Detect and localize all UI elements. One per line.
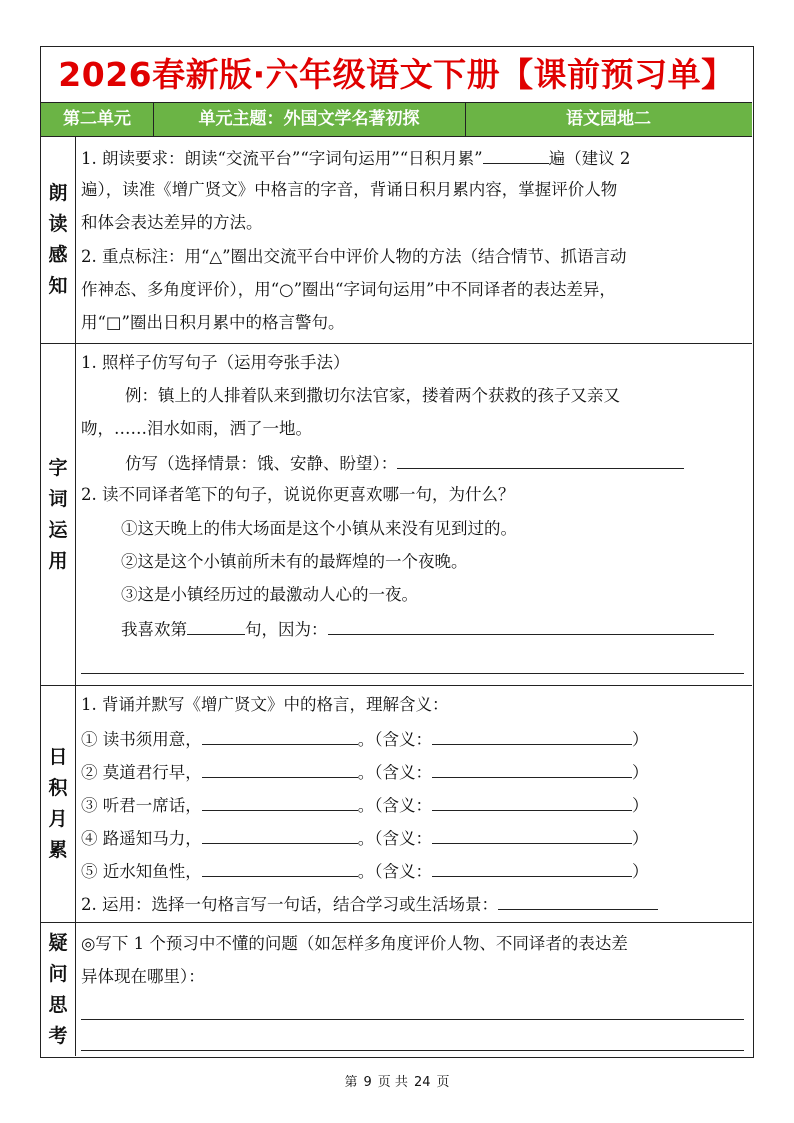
label-char: 运 [48,518,68,541]
proverb-row [81,792,744,816]
label-char: 知 [48,275,68,297]
imitate-prompt: 仿写（选择情景：饿、安静、盼望）： [125,454,398,473]
label-char: 感 [48,244,68,266]
label-char: 用 [48,549,68,572]
proverb-row [81,825,744,849]
proverb-text: 读书须用意， [102,730,202,749]
option-text: ③这是小镇经历过的最激动人心的一夜。 [121,585,418,604]
reading-text: 2. 重点标注：用“△”圈出交流平台中评价人物的方法（结合情节、抓语言动 [81,247,627,266]
proverb-number: ① [81,730,98,749]
section-daily [41,686,752,923]
proverb-number: ③ [81,796,98,815]
label-char: 字 [48,456,68,479]
meaning-blank[interactable] [432,726,632,745]
question-text: 1. 照样子仿写句子（运用夸张手法） [81,353,350,372]
meaning-close: ） [632,730,649,749]
choice-blank[interactable] [187,616,245,635]
meaning-close: ） [632,796,649,815]
footer-text: 页 [436,1075,450,1090]
meaning-close: ） [632,763,649,782]
worksheet [40,46,754,1058]
example-text: 例：镇上的人排着队来到撒切尔法官家，搂着两个获救的孩子又亲又 [125,386,620,405]
section-question [41,923,752,1056]
proverb-number: ④ [81,829,98,848]
section-label [41,137,76,343]
proverb-blank[interactable] [202,726,358,745]
label-char: 月 [48,808,68,830]
imitate-answer-blank[interactable] [397,450,684,469]
meaning-blank[interactable] [432,759,632,778]
meaning-close: ） [632,862,649,881]
question-text: 1. 背诵并默写《增广贤文》中的格言，理解含义： [81,695,449,714]
meaning-label: 。（含义： [357,730,432,749]
meaning-label: 。（含义： [357,796,432,815]
question-text: 2. 读不同译者笔下的句子，说说你更喜欢哪一句，为什么？ [81,485,515,504]
page-footer [0,1071,794,1090]
question-text: ◎写下 1 个预习中不懂的问题（如怎样多角度评价人物、不同译者的表达差 [81,934,628,953]
usage-blank[interactable] [498,891,658,910]
label-char: 积 [48,777,68,799]
reading-text: 用“□”圈出日积月累中的格言警句。 [81,313,345,332]
answer-line[interactable] [81,673,744,674]
prefer-text: 我喜欢第 [121,620,187,639]
reading-text: 遍（建议 2 [548,149,631,168]
lesson-title: 语文园地二 [566,109,651,129]
unit-label: 第二单元 [41,103,154,136]
reading-text: 1. 朗读要求：朗读“交流平台”“字词句运用”“日积月累” [81,149,483,168]
question-text: 异体现在哪里）： [81,967,205,986]
reading-text: 和体会表达差异的方法。 [81,213,263,232]
proverb-text: 莫道君行早， [102,763,202,782]
section-reading [41,137,752,344]
meaning-close: ） [632,829,649,848]
page-number: 9 [363,1075,372,1090]
label-char: 问 [48,962,68,985]
count-blank[interactable] [483,145,549,164]
proverb-text: 近水知鱼性， [102,862,202,881]
meaning-blank[interactable] [432,825,632,844]
label-char: 词 [48,487,68,510]
unit-theme: 单元主题：外国文学名著初探 [153,103,466,136]
label-char: 累 [48,839,68,861]
meaning-label: 。（含义： [357,862,432,881]
section-label [41,344,76,685]
label-char: 日 [48,746,68,768]
question-text: 2. 运用：选择一句格言写一句话，结合学习或生活场景： [81,895,498,914]
proverb-blank[interactable] [202,858,358,877]
prefer-text: 句，因为： [245,620,328,639]
meaning-blank[interactable] [432,858,632,877]
meaning-label: 。（含义： [357,763,432,782]
reason-blank[interactable] [328,616,714,635]
unit-band [41,103,752,137]
option-text: ①这天晚上的伟大场面是这个小镇从来没有见到过的。 [121,519,517,538]
option-text: ②这是这个小镇前所未有的最辉煌的一个夜晚。 [121,552,468,571]
reading-text: 作神态、多角度评价），用“○”圈出“字词句运用”中不同译者的表达差异， [81,280,616,299]
total-pages: 24 [413,1075,431,1090]
worksheet-title: 2026春新版·六年级语文下册【课前预习单】 [41,47,752,103]
answer-line[interactable] [81,1019,744,1020]
proverb-blank[interactable] [202,759,358,778]
proverb-text: 路遥知马力， [102,829,202,848]
footer-text: 页 共 [377,1075,408,1090]
proverb-row [81,726,744,750]
footer-text: 第 [344,1075,358,1090]
proverb-number: ⑤ [81,862,98,881]
proverb-number: ② [81,763,98,782]
proverb-text: 听君一席话， [102,796,202,815]
meaning-blank[interactable] [432,792,632,811]
label-char: 疑 [48,931,68,954]
example-text: 吻，……泪水如雨，洒了一地。 [81,419,312,438]
proverb-row [81,858,744,882]
label-char: 考 [48,1024,68,1047]
section-label [41,686,76,922]
proverb-row [81,759,744,783]
label-char: 读 [48,213,68,235]
reading-text: 遍），读准《增广贤文》中格言的字音，背诵日积月累内容，掌握评价人物 [81,180,618,199]
section-label [41,923,76,1056]
proverb-blank[interactable] [202,825,358,844]
label-char: 思 [48,993,68,1016]
proverb-blank[interactable] [202,792,358,811]
meaning-label: 。（含义： [357,829,432,848]
answer-line[interactable] [81,1050,744,1051]
section-words [41,344,752,686]
label-char: 朗 [48,182,68,204]
